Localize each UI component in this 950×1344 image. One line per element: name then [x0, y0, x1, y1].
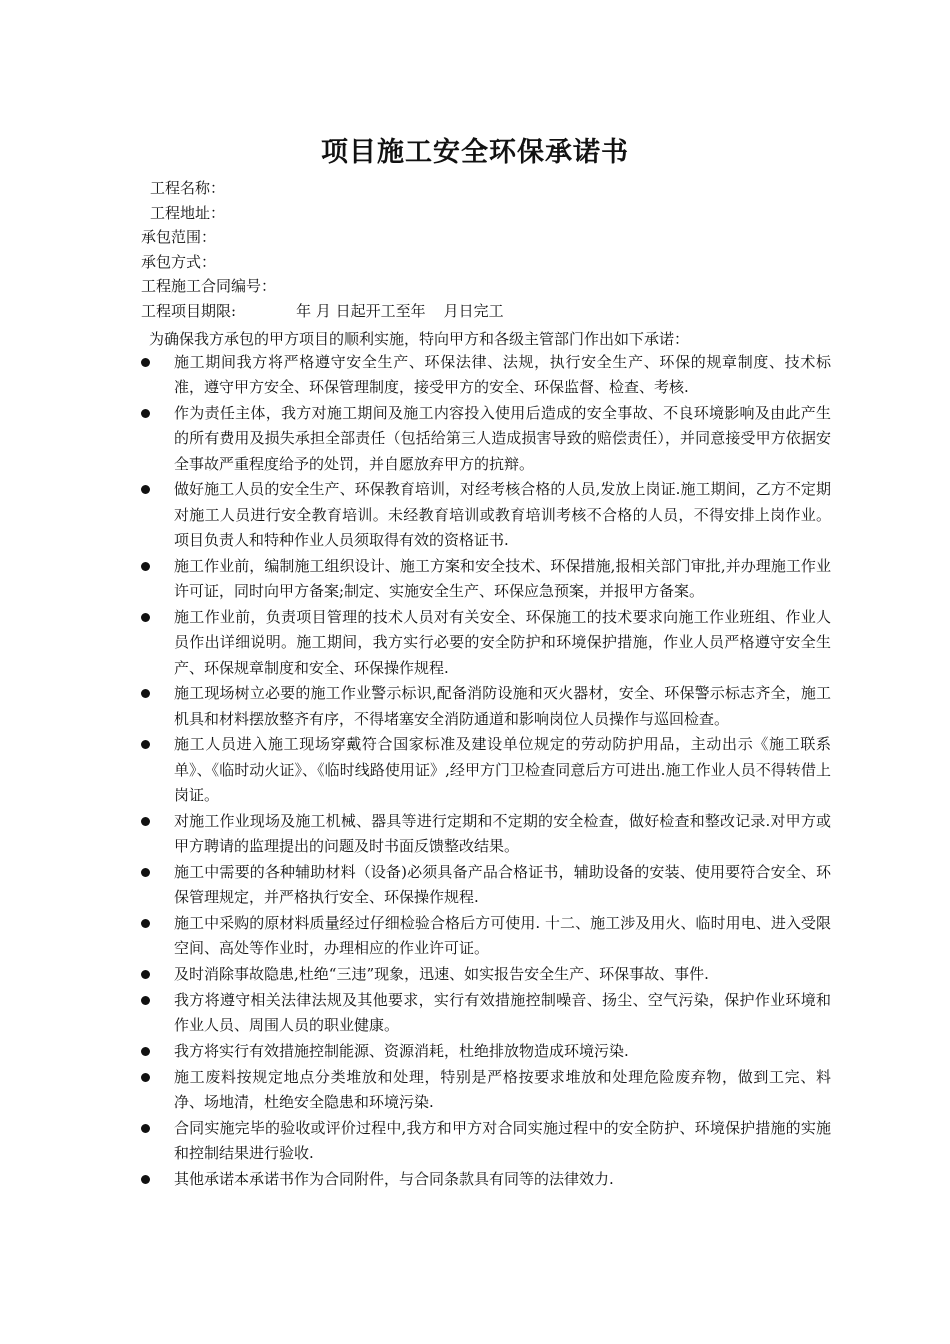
bullet-icon [141, 562, 150, 571]
list-item [141, 860, 831, 911]
document-title: 项目施工安全环保承诺书 [321, 137, 629, 168]
period-end-text: 月日完工 [443, 301, 504, 320]
list-item-text: 做好施工人员的安全生产、环保教育培训，对经考核合格的人员,发放上岗证.施工期间，乙方不定期对施工人员进行安全教育培训。未经教育培训或教育培训考核不合格的人员，不得安排上岗作业。项目负责人和特种作业人员须取得有效的资格证书. [174, 480, 831, 550]
list-item-text: 我方将实行有效措施控制能源、资源消耗，杜绝排放物造成环境污染. [174, 1042, 629, 1061]
bullet-icon [141, 485, 150, 494]
bullet-icon [141, 1073, 150, 1082]
field-contract-method: 承包方式： [141, 252, 217, 271]
list-item [141, 732, 831, 808]
list-item [141, 477, 831, 553]
list-item-text: 作为责任主体，我方对施工期间及施工内容投入使用后造成的安全事故、不良环境影响及由此产生的所有费用及损失承担全部责任（包括给第三人造成损害导致的赔偿责任），并同意接受甲方依据安全事故严重程度给予的处罚，并自愿放弃甲方的抗辩。 [174, 404, 831, 473]
intro-paragraph: 为确保我方承包的甲方项目的顺利实施，特向甲方和各级主管部门作出如下承诺： [149, 330, 690, 348]
list-item-text: 施工中采购的原材料质量经过仔细检验合格后方可使用. 十二、施工涉及用火、临时用电、进入受限空间、高处等作业时，办理相应的作业许可证。 [174, 914, 831, 958]
list-item-text: 施工废料按规定地点分类堆放和处理，特别是严格按要求堆放和处理危险废弃物，做到工完、料净、场地清，杜绝安全隐患和环境污染. [174, 1067, 831, 1112]
list-item [141, 1039, 831, 1064]
field-contract-scope: 承包范围： [141, 228, 217, 246]
list-item-text: 施工现场树立必要的施工作业警示标识,配备消防设施和灭火器材，安全、环保警示标志齐全，施工机具和材料摆放整齐有序，不得堵塞安全消防通道和影响岗位人员操作与巡回检查。 [174, 684, 831, 728]
list-item-text: 施工人员进入施工现场穿戴符合国家标准及建设单位规定的劳动防护用品，主动出示《施工联系单》、《临时动火证》、《临时线路使用证》,经甲方门卫检查同意后方可进出.施工作业人员不得转借上岗证。 [174, 735, 831, 805]
list-item-text: 施工中需要的各种辅助材料（设备)必须具备产品合格证书，辅助设备的安装、使用要符合安全、环保管理规定，并严格执行安全、环保操作规程. [174, 862, 831, 907]
period-label: 工程项目期限: [141, 301, 237, 320]
bullet-icon [141, 996, 150, 1005]
list-item [141, 681, 831, 732]
list-item [141, 605, 831, 681]
list-item-text: 其他承诺本承诺书作为合同附件，与合同条款具有同等的法律效力. [174, 1170, 614, 1188]
list-item-text: 我方将遵守相关法律法规及其他要求，实行有效措施控制噪音、扬尘、空气污染，保护作业环境和作业人员、周围人员的职业健康。 [174, 990, 831, 1035]
list-item [141, 401, 831, 477]
field-project-address: 工程地址： [150, 203, 226, 222]
list-item [141, 911, 831, 962]
list-item [141, 809, 831, 860]
list-item [141, 962, 831, 987]
bullet-icon [141, 868, 150, 877]
list-item [141, 1065, 831, 1116]
bullet-icon [141, 740, 150, 749]
list-item-text: 施工作业前，编制施工组织设计、施工方案和安全技术、环保措施,报相关部门审批,并办理施工作业许可证，同时向甲方备案;制定、实施安全生产、环保应急预案，并报甲方备案。 [174, 556, 831, 601]
bullet-icon [141, 1124, 150, 1133]
list-item-text: 及时消除事故隐患,杜绝“三违”现象，迅速、如实报告安全生产、环保事故、事件. [174, 965, 709, 984]
bullet-icon [141, 1047, 150, 1056]
list-item [141, 1116, 831, 1167]
bullet-icon [141, 613, 150, 622]
field-project-period [141, 299, 831, 324]
bullet-icon [141, 1175, 150, 1184]
bullet-icon [141, 689, 150, 698]
field-contract-number: 工程施工合同编号： [141, 277, 277, 295]
project-info-fields [141, 176, 831, 323]
list-item [141, 1167, 831, 1192]
list-item [141, 554, 831, 605]
list-item [141, 988, 831, 1039]
bullet-icon [141, 409, 150, 418]
bullet-icon [141, 358, 150, 367]
bullet-icon [141, 919, 150, 928]
bullet-icon [141, 817, 150, 826]
list-item [141, 350, 831, 401]
bullet-icon [141, 970, 150, 979]
list-item-text: 对施工作业现场及施工机械、器具等进行定期和不定期的安全检查，做好检查和整改记录.对甲方或甲方聘请的监理提出的问题及时书面反馈整改结果。 [174, 811, 831, 856]
list-item-text: 合同实施完毕的验收或评价过程中,我方和甲方对合同实施过程中的安全防护、环境保护措施的实施和控制结果进行验收. [174, 1118, 831, 1163]
commitment-list [141, 350, 831, 1193]
list-item-text: 施工作业前，负责项目管理的技术人员对有关安全、环保施工的技术要求向施工作业班组、作业人员作出详细说明。施工期间，我方实行必要的安全防护和环境保护措施，作业人员严格遵守安全生产、环保规章制度和安全、环保操作规程. [174, 607, 831, 677]
list-item-text: 施工期间我方将严格遵守安全生产、环保法律、法规，执行安全生产、环保的规章制度、技术标准，遵守甲方安全、环保管理制度，接受甲方的安全、环保监督、检查、考核. [174, 353, 831, 397]
field-project-name: 工程名称： [150, 179, 226, 197]
period-start-text: 年 月 日起开工至年 [296, 301, 426, 320]
